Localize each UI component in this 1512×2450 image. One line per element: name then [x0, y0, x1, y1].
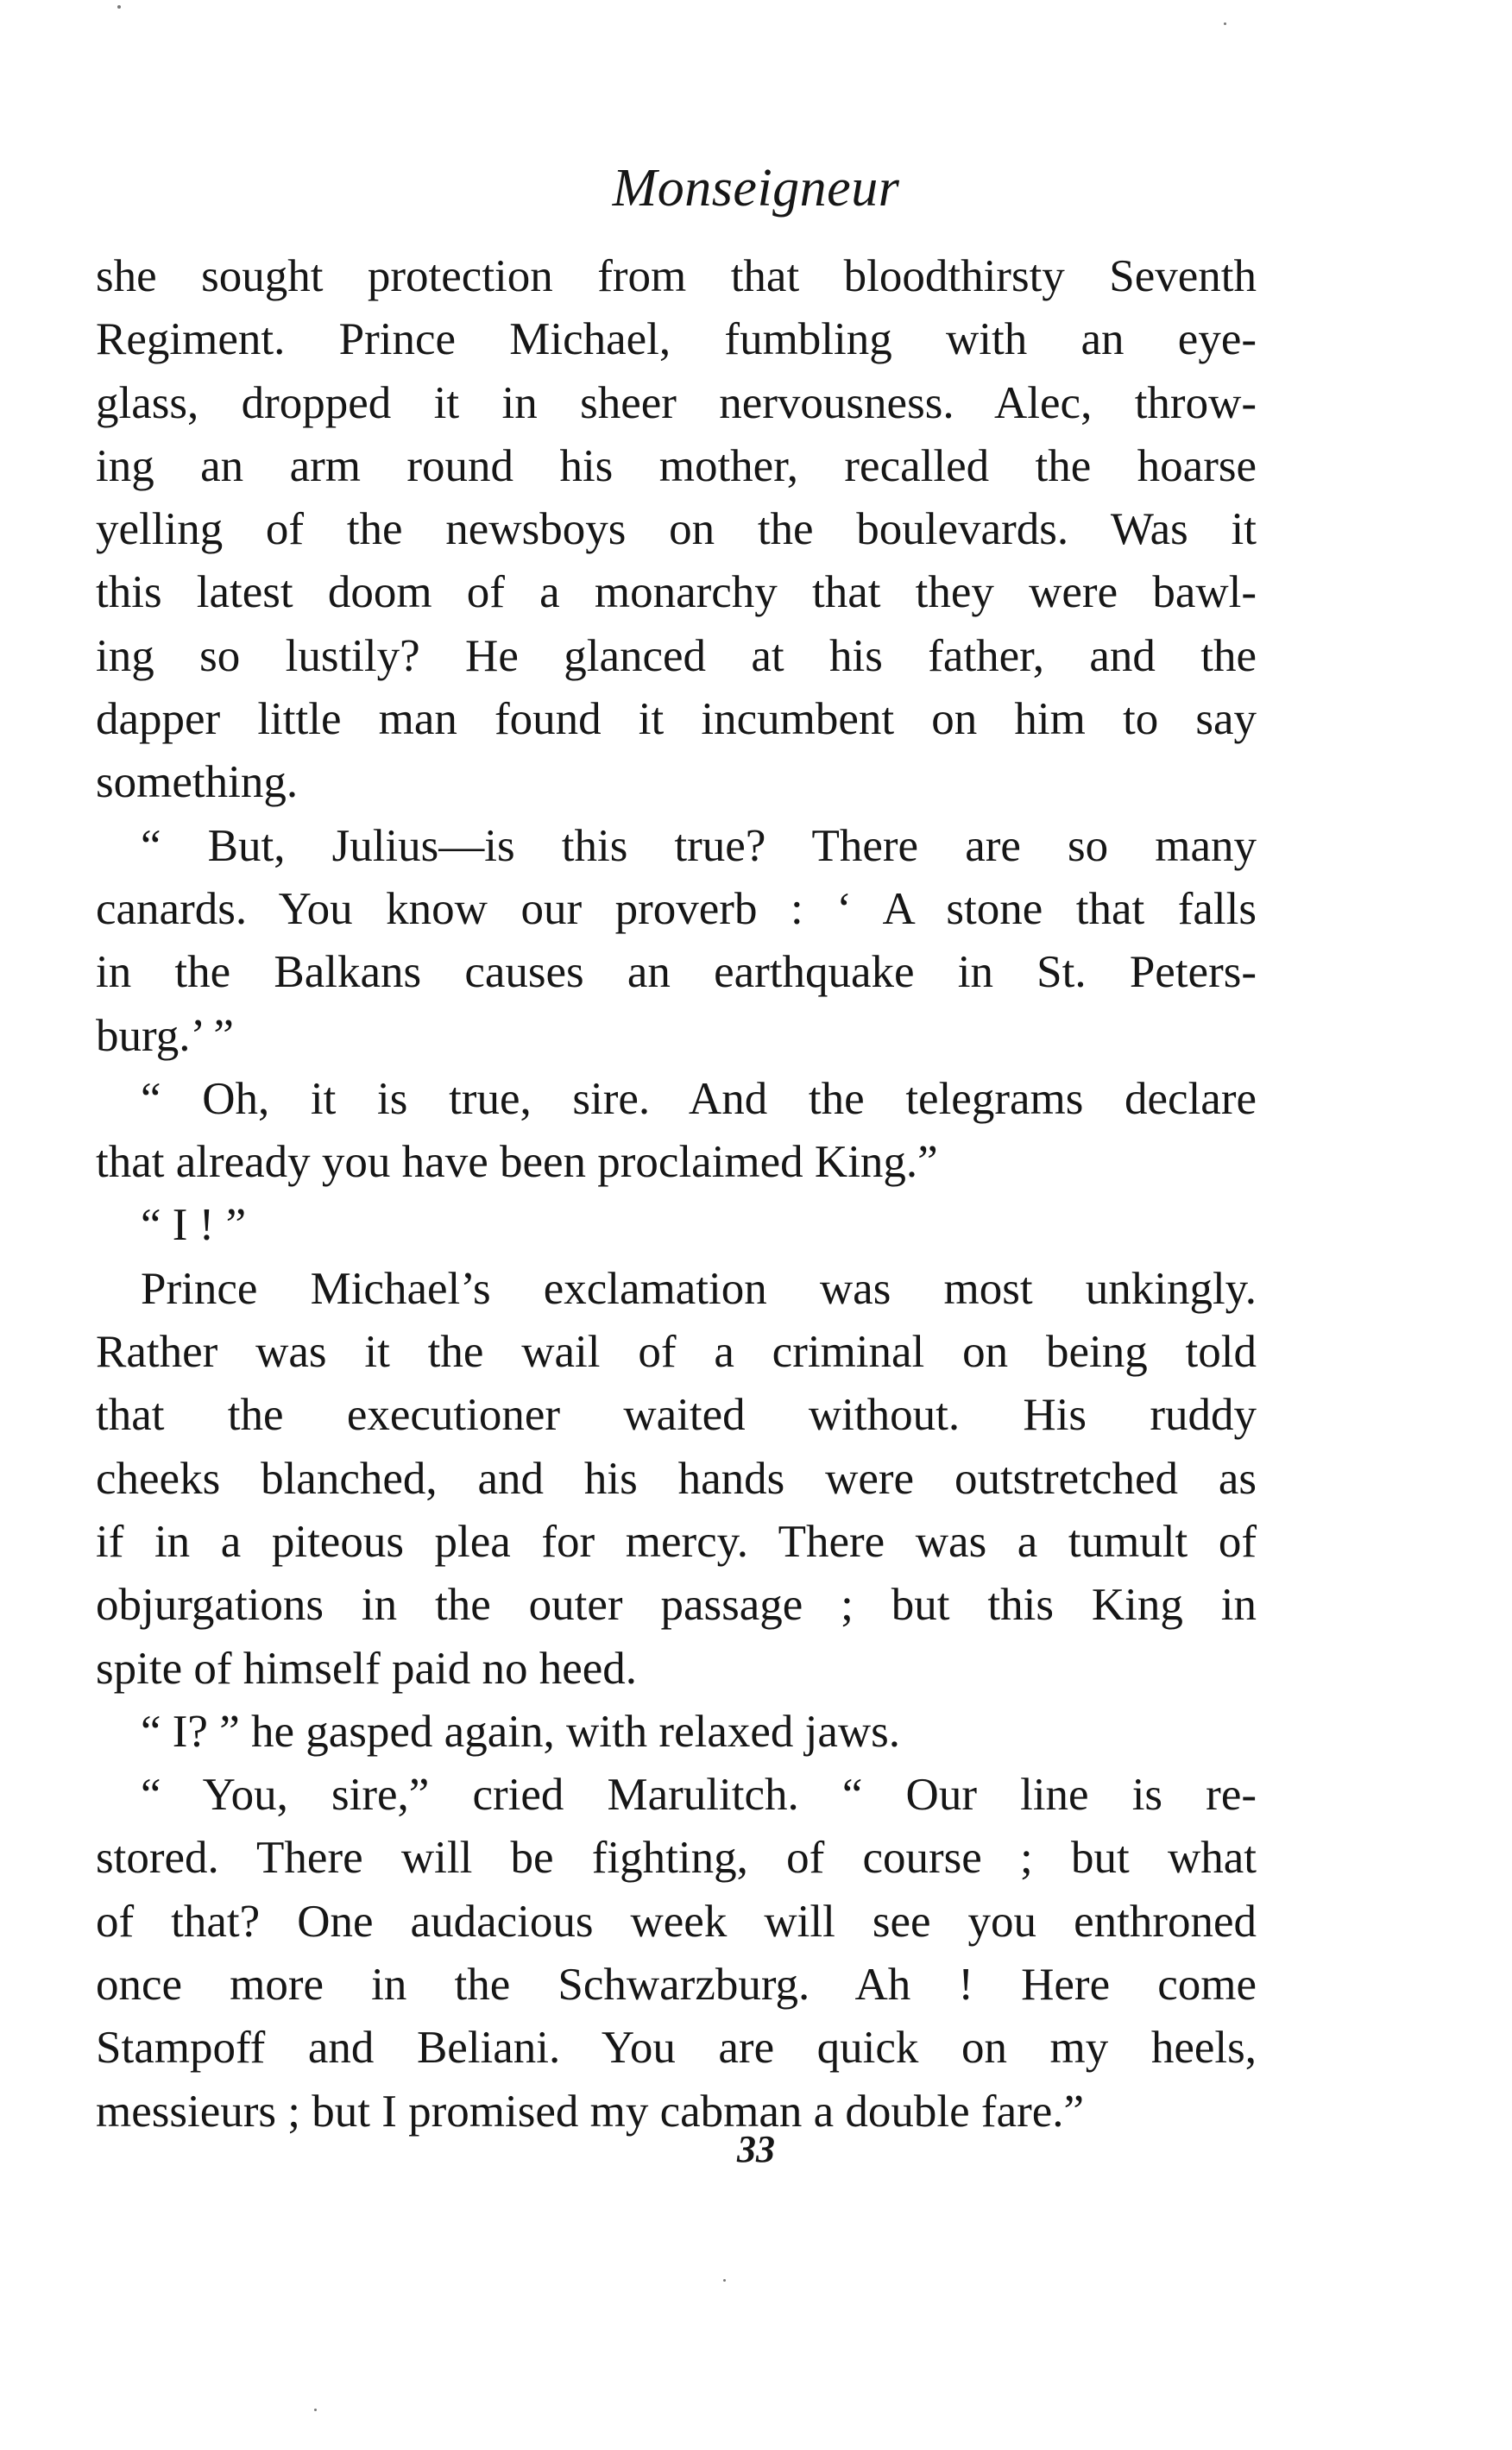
- text-line: dapper little man found it incumbent on him to say: [96, 694, 1257, 745]
- text-line: stored. There will be fighting, of course ; but what: [96, 1833, 1257, 1884]
- text-line: of that? One audacious week will see you enthroned: [96, 1896, 1257, 1947]
- text-line: that already you have been proclaimed King.”: [96, 1137, 938, 1188]
- text-line: ing so lustily? He glanced at his father, and the: [96, 630, 1257, 681]
- text-line: Regiment. Prince Michael, fumbling with an eye-: [96, 314, 1257, 365]
- text-line: cheeks blanched, and his hands were outstretched as: [96, 1453, 1257, 1504]
- text-line: ing an arm round his mother, recalled the hoarse: [96, 440, 1257, 491]
- text-line: “ I? ” he gasped again, with relaxed jaws.: [141, 1706, 901, 1757]
- text-line: Rather was it the wail of a criminal on being told: [96, 1327, 1257, 1378]
- text-line: objurgations in the outer passage ; but this King in: [96, 1580, 1257, 1631]
- text-line: “ You, sire,” cried Marulitch. “ Our line is re-: [141, 1770, 1257, 1821]
- text-line: something.: [96, 757, 299, 808]
- text-line: burg.’ ”: [96, 1010, 234, 1061]
- text-line: Prince Michael’s exclamation was most unkingly.: [141, 1263, 1257, 1314]
- text-line: glass, dropped it in sheer nervousness. Alec, throw-: [96, 377, 1257, 428]
- body-text: [96, 245, 1257, 2144]
- text-line: “ I ! ”: [141, 1200, 247, 1251]
- text-line: she sought protection from that bloodthirsty Seventh: [96, 251, 1257, 301]
- text-line: “ Oh, it is true, sire. And the telegrams declare: [141, 1073, 1257, 1124]
- running-head-title: Monseigneur: [612, 159, 900, 218]
- text-line: if in a piteous plea for mercy. There was a tumult of: [96, 1516, 1257, 1567]
- text-line: once more in the Schwarzburg. Ah ! Here come: [96, 1960, 1257, 2011]
- text-line: this latest doom of a monarchy that they were bawl-: [96, 567, 1257, 618]
- text-line: in the Balkans causes an earthquake in St. Peters-: [96, 947, 1257, 998]
- text-line: that the executioner waited without. His ruddy: [96, 1390, 1257, 1441]
- text-line: canards. You know our proverb : ‘ A stone that falls: [96, 883, 1257, 934]
- paper-speck: [1224, 22, 1226, 25]
- text-line: Stampoff and Beliani. You are quick on my heels,: [96, 2023, 1257, 2074]
- paper-speck: [314, 2409, 317, 2411]
- text-line: yelling of the newsboys on the boulevards. Was it: [96, 504, 1257, 555]
- text-line: spite of himself paid no heed.: [96, 1643, 638, 1694]
- page-number: 33: [737, 2128, 775, 2170]
- text-line: “ But, Julius—is this true? There are so many: [141, 820, 1257, 871]
- paper-speck: [117, 5, 121, 9]
- text-line: messieurs ; but I promised my cabman a double fare.”: [96, 2086, 1085, 2137]
- paper-speck: [723, 2279, 726, 2282]
